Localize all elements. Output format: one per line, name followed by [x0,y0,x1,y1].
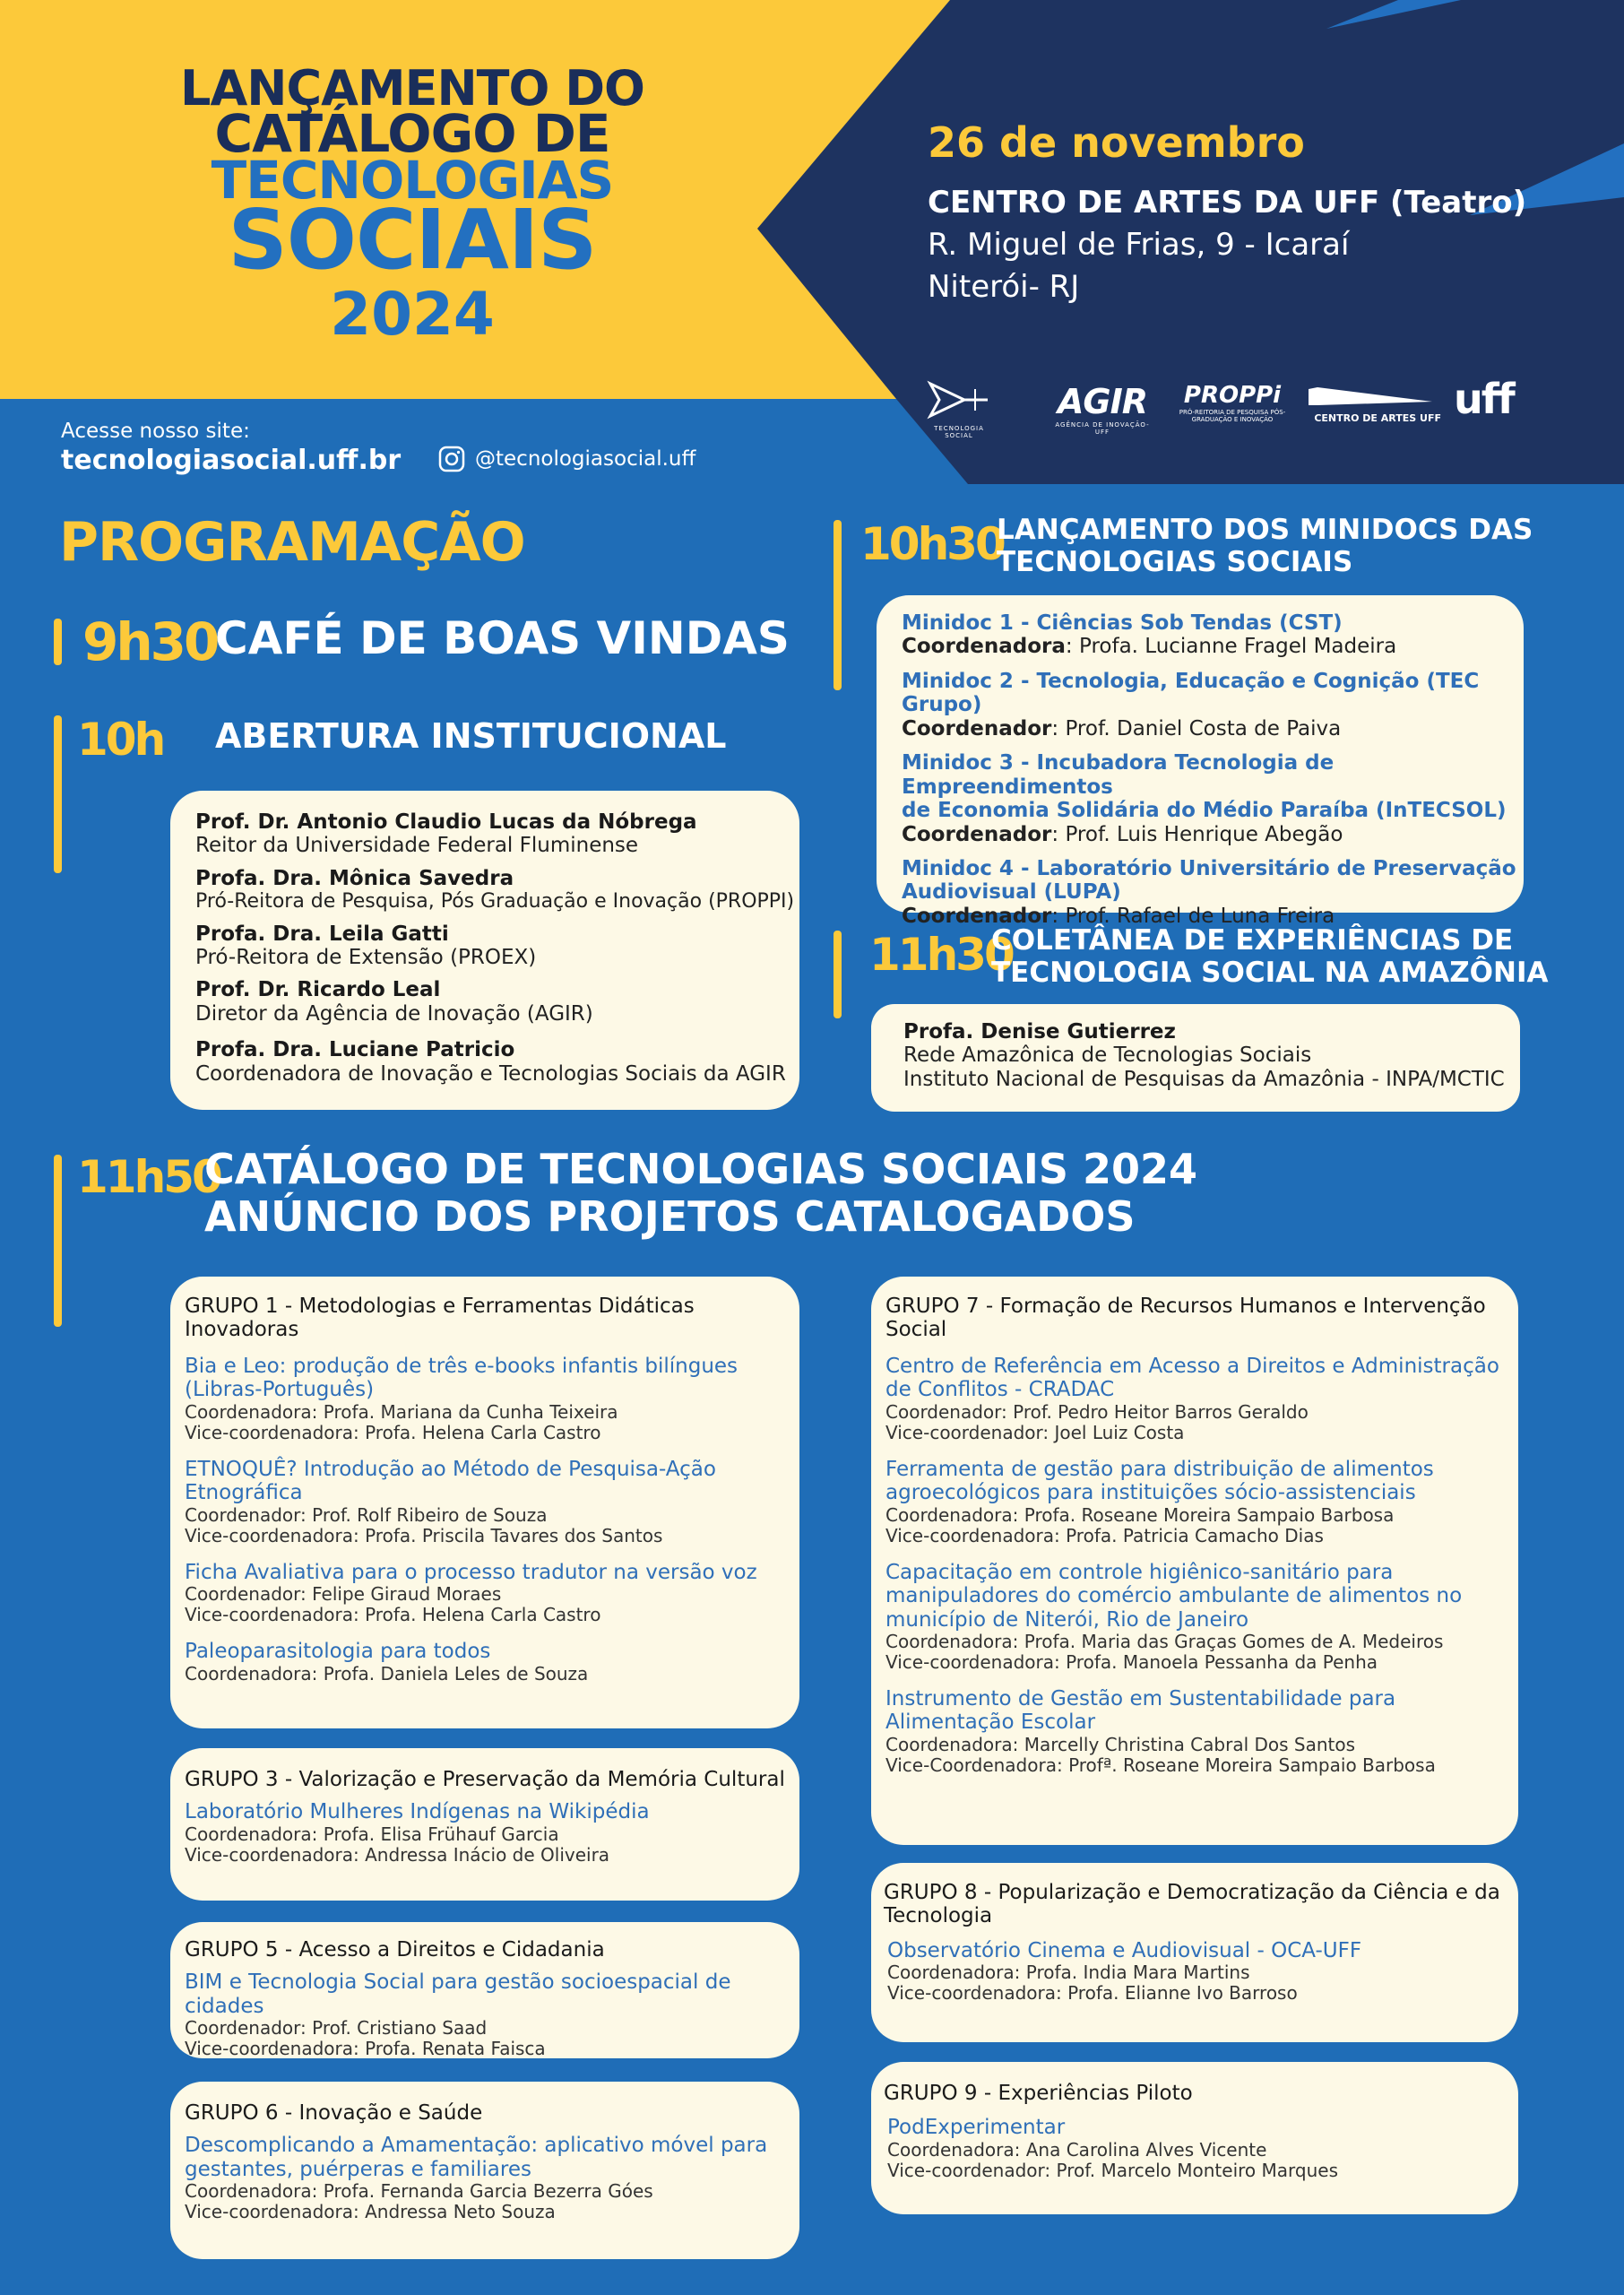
abertura-person: Profa. Dra. Leila Gatti Pró-Reitora de Extensão (PROEX) [195,922,537,970]
grupo-5-card: GRUPO 5 - Acesso a Direitos e Cidadania BIM e Tecnologia Social para gestão socioespacial de cidades Coordenador: Prof. Cristiano Saad Vice-coordenadora: Profa. Renata Faisca [170,1922,799,2058]
grupo-title: GRUPO 5 - Acesso a Direitos e Cidadania [185,1938,605,1962]
title-line-2: CATÁLOGO DE [214,103,610,164]
catalogo-bar [54,1155,62,1327]
cafe-bar [54,619,62,665]
coletanea-title: COLETÂNEA DE EXPERIÊNCIAS DE TECNOLOGIA SOCIAL NA AMAZÔNIA [991,924,1549,989]
project-item: Ferramenta de gestão para distribuição de alimentos agroecológicos para instituições sócio-assistenciais Coordenadora: Profa. Roseane Moreira Sampaio Barbosa Vice-coordenadora: Profa. Patricia Camacho Dias [885,1457,1434,1546]
abertura-person: Profa. Dra. Mônica Savedra Pró-Reitora de Pesquisa, Pós Graduação e Inovação (PROPPI) [195,866,795,914]
title-line-3: TECNOLOGIAS [211,150,614,211]
title-line-1: LANÇAMENTO DO [180,60,644,117]
project-item: Capacitação em controle higiênico-sanitário para manipuladores do comércio ambulante de alimentos no município de Niterói, Rio de Janeiro Coordenadora: Profa. Maria das Graças Gomes de A. Medeiros Vice-coordenadora: Profa. Manoela Pessanha da Penha [885,1560,1463,1673]
abertura-bar [54,715,62,873]
event-venue: CENTRO DE ARTES DA UFF (Teatro) [928,185,1527,221]
title-year: 2024 [330,280,495,349]
catalogo-time: 11h50 [77,1151,220,1203]
event-address: R. Miguel de Frias, 9 - Icaraí [928,227,1350,263]
instagram-handle: @tecnologiasocial.uff [475,447,696,471]
abertura-person: Prof. Dr. Ricardo Leal Diretor da Agência de Inovação (AGIR) [195,978,593,1026]
coletanea-card: Profa. Denise Gutierrez Rede Amazônica de Tecnologias Sociais Instituto Nacional de Pesquisas da Amazônia - INPA/MCTIC [871,1004,1520,1112]
coletanea-bar [834,931,842,1018]
grupo-9-card: GRUPO 9 - Experiências Piloto PodExperimentar Coordenadora: Ana Carolina Alves Vicente Vice-coordenador: Prof. Marcelo Monteiro Marques [871,2062,1518,2214]
grupo-3-card: GRUPO 3 - Valorização e Preservação da Memória Cultural Laboratório Mulheres Indígenas na Wikipédia Coordenadora: Profa. Elisa Frühauf Garcia Vice-coordenadora: Andressa Inácio de Oliveira [170,1748,799,1901]
project-item: Instrumento de Gestão em Sustentabilidade para Alimentação Escolar Coordenadora: Marcelly Christina Cabral Dos Santos Vice-Coordenadora: Profª. Roseane Moreira Sampaio Barbosa [885,1686,1436,1776]
abertura-person: Prof. Dr. Antonio Claudio Lucas da Nóbrega Reitor da Universidade Federal Fluminense [195,810,697,858]
grupo-8-card: GRUPO 8 - Popularização e Democratização da Ciência e da Tecnologia Observatório Cinema e Audiovisual - OCA-UFF Coordenadora: Profa. India Mara Martins Vice-coordenadora: Profa. Elianne Ivo Barroso [871,1863,1518,2042]
project-item: ETNOQUÊ? Introdução ao Método de Pesquisa-Ação Etnográfica Coordenador: Prof. Rolf Ribeiro de Souza Vice-coordenadora: Profa. Priscila Tavares dos Santos [185,1457,716,1546]
minidoc-item: Minidoc 4 - Laboratório Universitário de Preservação Audiovisual (LUPA) Coordenador: Prof. Rafael de Luna Freira [902,856,1516,928]
minidocs-time: 10h30 [860,518,1004,570]
grupo-title: GRUPO 7 - Formação de Recursos Humanos e Intervenção Social [885,1295,1486,1342]
minidoc-item: Minidoc 2 - Tecnologia, Educação e Cognição (TEC Grupo) Coordenador: Prof. Daniel Costa de Paiva [902,669,1480,740]
grupo-title: GRUPO 3 - Valorização e Preservação da Memória Cultural [185,1768,785,1791]
project-item: Centro de Referência em Acesso a Direitos e Administração de Conflitos - CRADAC Coordenador: Prof. Pedro Heitor Barros Geraldo Vice-coordenador: Joel Luiz Costa [885,1354,1499,1443]
site-url-link[interactable]: tecnologiasocial.uff.br [61,445,402,476]
project-item: Ficha Avaliativa para o processo tradutor na versão voz Coordenador: Felipe Giraud Moraes Vice-coordenadora: Profa. Helena Carla Castro [185,1560,757,1626]
event-city: Niterói- RJ [928,269,1080,305]
minidocs-card [877,595,1524,928]
grupo-1-card [170,1277,799,1728]
minidocs-title: LANÇAMENTO DOS MINIDOCS DAS TECNOLOGIAS SOCIAIS [997,514,1533,578]
grupo-title: GRUPO 9 - Experiências Piloto [884,2082,1193,2105]
coletanea-time: 11h30 [869,929,1013,981]
logo-centro-de-artes: CENTRO DE ARTES UFF [1307,385,1441,424]
minidoc-item: Minidoc 1 - Ciências Sob Tendas (CST) Coordenadora: Profa. Lucianne Fragel Madeira [902,611,1397,659]
programacao-title: PROGRAMAÇÃO [59,511,525,574]
centro-artes-shape [1307,385,1441,409]
grupo-6-card: GRUPO 6 - Inovação e Saúde Descomplicando a Amamentação: aplicativo móvel para gestantes, puérperas e familiares Coordenadora: Profa. Fernanda Garcia Bezerra Góes Vice-coordenadora: Andressa Neto Souza [170,2082,799,2259]
event-date: 26 de novembro [928,118,1305,167]
ts-logo-icon [923,378,995,421]
abertura-card [170,791,799,1110]
minidocs-bar [834,520,842,690]
logo-uff: uff [1454,375,1514,423]
instagram-icon [437,445,466,473]
cafe-time: 9h30 [82,611,218,672]
abertura-time: 10h [77,714,164,766]
abertura-person: Profa. Dra. Luciane Patricio Coordenadora de Inovação e Tecnologias Sociais da AGIR [195,1038,786,1086]
logo-proppi: PROPPi PRÓ-REITORIA DE PESQUISA PÓS-GRADUAÇÃO E INOVAÇÃO [1179,382,1286,424]
site-label: Acesse nosso site: [61,420,250,443]
catalogo-title: CATÁLOGO DE TECNOLOGIAS SOCIAIS 2024 ANÚNCIO DOS PROJETOS CATALOGADOS [204,1145,1198,1241]
title-line-4: SOCIAIS [228,192,597,288]
logo-tecnologia-social: TECNOLOGIA SOCIAL [923,378,1004,440]
grupo-title: GRUPO 8 - Popularização e Democratização da Ciência e da [884,1881,1500,1904]
grupo-7-card [871,1277,1518,1845]
abertura-title: ABERTURA INSTITUCIONAL [215,716,727,756]
project-item: Bia e Leo: produção de três e-books infantis bilíngues (Libras-Português) Coordenadora: Profa. Mariana da Cunha Teixeira Vice-coordenadora: Profa. Helena Carla Castro [185,1354,739,1443]
cafe-title: CAFÉ DE BOAS VINDAS [215,612,790,664]
grupo-title: GRUPO 1 - Metodologias e Ferramentas Didáticas Inovadoras [185,1295,695,1342]
logo-agir: AGIR AGÊNCIA DE INOVAÇÃO-UFF [1055,382,1150,437]
minidoc-item: Minidoc 3 - Incubadora Tecnologia de Empreendimentos de Economia Solidária do Médio Paraíba (InTECSOL) Coordenador: Prof. Luis Henrique Abegão [902,751,1507,846]
project-item: Paleoparasitologia para todos Coordenadora: Profa. Daniela Leles de Souza [185,1640,589,1684]
instagram-link[interactable] [437,445,695,473]
grupo-title: GRUPO 6 - Inovação e Saúde [185,2101,483,2125]
